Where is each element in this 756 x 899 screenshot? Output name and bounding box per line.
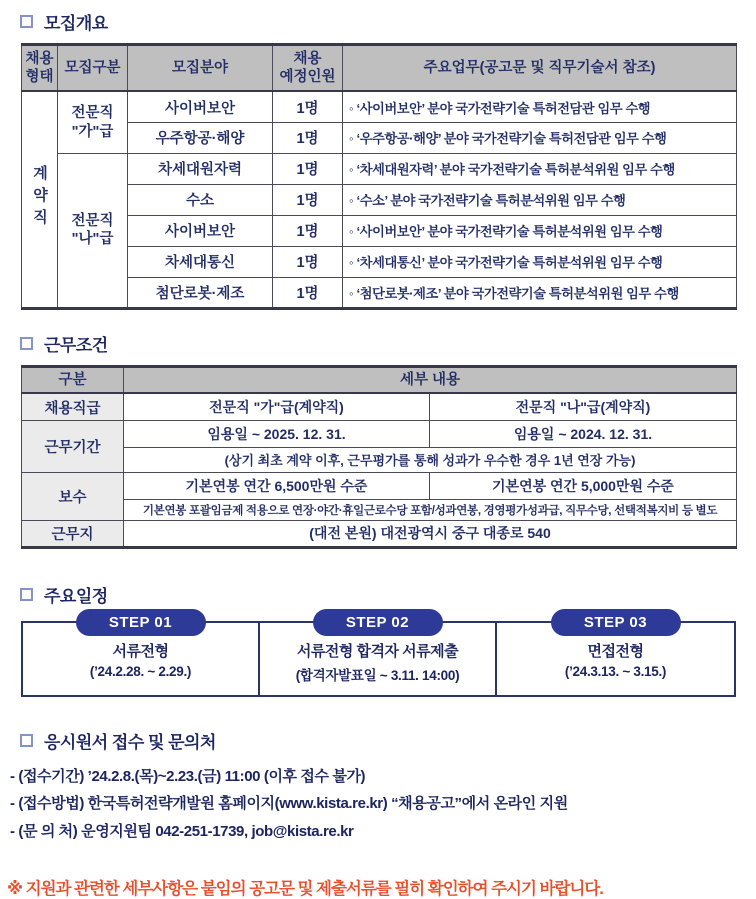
section-title-text: 근무조건 (44, 335, 108, 355)
header-headcount: 채용 예정인원 (273, 45, 343, 92)
step-badge: STEP 02 (313, 609, 443, 636)
table-row (22, 184, 737, 215)
section-title-text: 모집개요 (44, 14, 108, 33)
header-duties: 주요업무(공고문 및 직무기술서 참조) (343, 45, 737, 92)
cell-grade-a: 전문직 "가"급(계약직) (124, 393, 430, 420)
table-row (22, 520, 737, 547)
contact-line-period: - (접수기간) ’24.2.8.(목)~2.23.(금) 11:00 (이후 접수 불가) (10, 767, 366, 785)
cell-period-b: 임용일 ~ 2024. 12. 31. (430, 420, 737, 447)
cell-field: 사이버보안 (128, 91, 273, 122)
header-recruit-field: 모집분야 (128, 45, 273, 92)
cell-pay-note: 기본연봉 포괄임금제 적용으로 연장·야간·휴일근로수당 포함/성과연봉, 경영평가성과급, 직무수당, 선택적복지비 등 별도 (124, 499, 737, 520)
cell-count: 1명 (273, 153, 343, 184)
important-notice: ※ 지원과 관련한 세부사항은 붙임의 공고문 및 제출서류를 필히 확인하여 주시기 바랍니다. (7, 879, 603, 898)
step-name: 면접전형 (587, 642, 644, 660)
cell-location-label: 근무지 (22, 520, 124, 547)
cell-duty: ◦ ‘사이버보안’ 분야 국가전략기술 특허분석위원 임무 수행 (343, 215, 737, 246)
cell-employment-type: 계약직 (22, 91, 58, 308)
schedule-step-1 (23, 613, 260, 695)
contact-info (10, 763, 756, 845)
cell-count: 1명 (273, 91, 343, 122)
cell-duty: ◦ ‘수소’ 분야 국가전략기술 특허분석위원 임무 수행 (343, 184, 737, 215)
cell-grade-label: 채용직급 (22, 393, 124, 420)
square-bullet-icon (20, 15, 33, 28)
table-row (22, 472, 737, 499)
cell-period-label: 근무기간 (22, 420, 124, 472)
contact-line-method: - (접수방법) 한국특허전략개발원 홈페이지(www.kista.re.kr) “채용공고”에서 온라인 지원 (10, 795, 568, 813)
table-row (22, 153, 737, 184)
step-name: 서류전형 (112, 642, 169, 660)
cell-field: 차세대통신 (128, 246, 273, 277)
section-title-text: 주요일정 (44, 586, 108, 606)
table-row (22, 246, 737, 277)
cell-count: 1명 (273, 215, 343, 246)
cell-field: 사이버보안 (128, 215, 273, 246)
header-category: 구분 (22, 366, 124, 393)
step-date: (’24.2.28. ~ 2.29.) (89, 663, 192, 679)
step-badge: STEP 03 (551, 609, 681, 636)
header-employment-type: 채용 형태 (22, 45, 58, 92)
section-title-text: 응시원서 접수 및 문의처 (44, 732, 216, 752)
step-name: 서류전형 합격자 서류제출 (296, 642, 459, 660)
table-row (22, 393, 737, 420)
table-header-row (22, 366, 737, 393)
header-detail: 세부 내용 (124, 366, 737, 393)
cell-pay-a: 기본연봉 연간 6,500만원 수준 (124, 472, 430, 499)
table-row (22, 277, 737, 308)
schedule-step-3 (497, 613, 734, 695)
section-title-schedule (20, 582, 756, 607)
cell-class-ga: 전문직 "가"급 (58, 91, 128, 153)
square-bullet-icon (20, 337, 33, 350)
work-conditions-table (21, 365, 737, 549)
cell-count: 1명 (273, 184, 343, 215)
cell-duty: ◦ ‘사이버보안’ 분야 국가전략기술 특허전담관 임무 수행 (343, 91, 737, 122)
cell-field: 첨단로봇·제조 (128, 277, 273, 308)
cell-pay-b: 기본연봉 연간 5,000만원 수준 (430, 472, 737, 499)
recruit-overview-table (21, 43, 737, 310)
section-title-recruit-overview (20, 9, 756, 34)
cell-duty: ◦ ‘차세대통신’ 분야 국가전략기술 특허분석위원 임무 수행 (343, 246, 737, 277)
header-recruit-class: 모집구분 (58, 45, 128, 92)
table-header-row (22, 45, 737, 92)
cell-duty: ◦ ‘우주항공·해양’ 분야 국가전략기술 특허전담관 임무 수행 (343, 122, 737, 153)
cell-class-na: 전문직 "나"급 (58, 153, 128, 308)
table-row (22, 215, 737, 246)
table-row (22, 122, 737, 153)
section-title-work-conditions (20, 331, 756, 356)
cell-location: (대전 본원) 대전광역시 중구 대종로 540 (124, 520, 737, 547)
table-row (22, 499, 737, 520)
schedule-box (21, 613, 736, 697)
square-bullet-icon (20, 734, 33, 747)
step-badge: STEP 01 (76, 609, 206, 636)
cell-count: 1명 (273, 277, 343, 308)
cell-period-a: 임용일 ~ 2025. 12. 31. (124, 420, 430, 447)
cell-duty: ◦ ‘첨단로봇·제조’ 분야 국가전략기술 특허분석위원 임무 수행 (343, 277, 737, 308)
cell-period-note: (상기 최초 계약 이후, 근무평가를 통해 성과가 우수한 경우 1년 연장 가능) (124, 447, 737, 472)
cell-duty: ◦ ‘차세대원자력’ 분야 국가전략기술 특허분석위원 임무 수행 (343, 153, 737, 184)
cell-field: 수소 (128, 184, 273, 215)
step-date: (’24.3.13. ~ 3.15.) (564, 663, 667, 679)
schedule-section (21, 613, 736, 697)
cell-count: 1명 (273, 246, 343, 277)
cell-grade-b: 전문직 "나"급(계약직) (430, 393, 737, 420)
cell-count: 1명 (273, 122, 343, 153)
table-row (22, 420, 737, 447)
table-row (22, 447, 737, 472)
table-row (22, 91, 737, 122)
cell-field: 우주항공·해양 (128, 122, 273, 153)
cell-field: 차세대원자력 (128, 153, 273, 184)
step-date: (합격자발표일 ~ 3.11. 14:00) (295, 667, 460, 683)
contact-line-inquiry: - (문 의 처) 운영지원팀 042-251-1739, job@kista.re.kr (10, 822, 354, 840)
cell-pay-label: 보수 (22, 472, 124, 520)
square-bullet-icon (20, 588, 33, 601)
schedule-step-2 (260, 613, 497, 695)
section-title-application-contact (20, 728, 756, 753)
